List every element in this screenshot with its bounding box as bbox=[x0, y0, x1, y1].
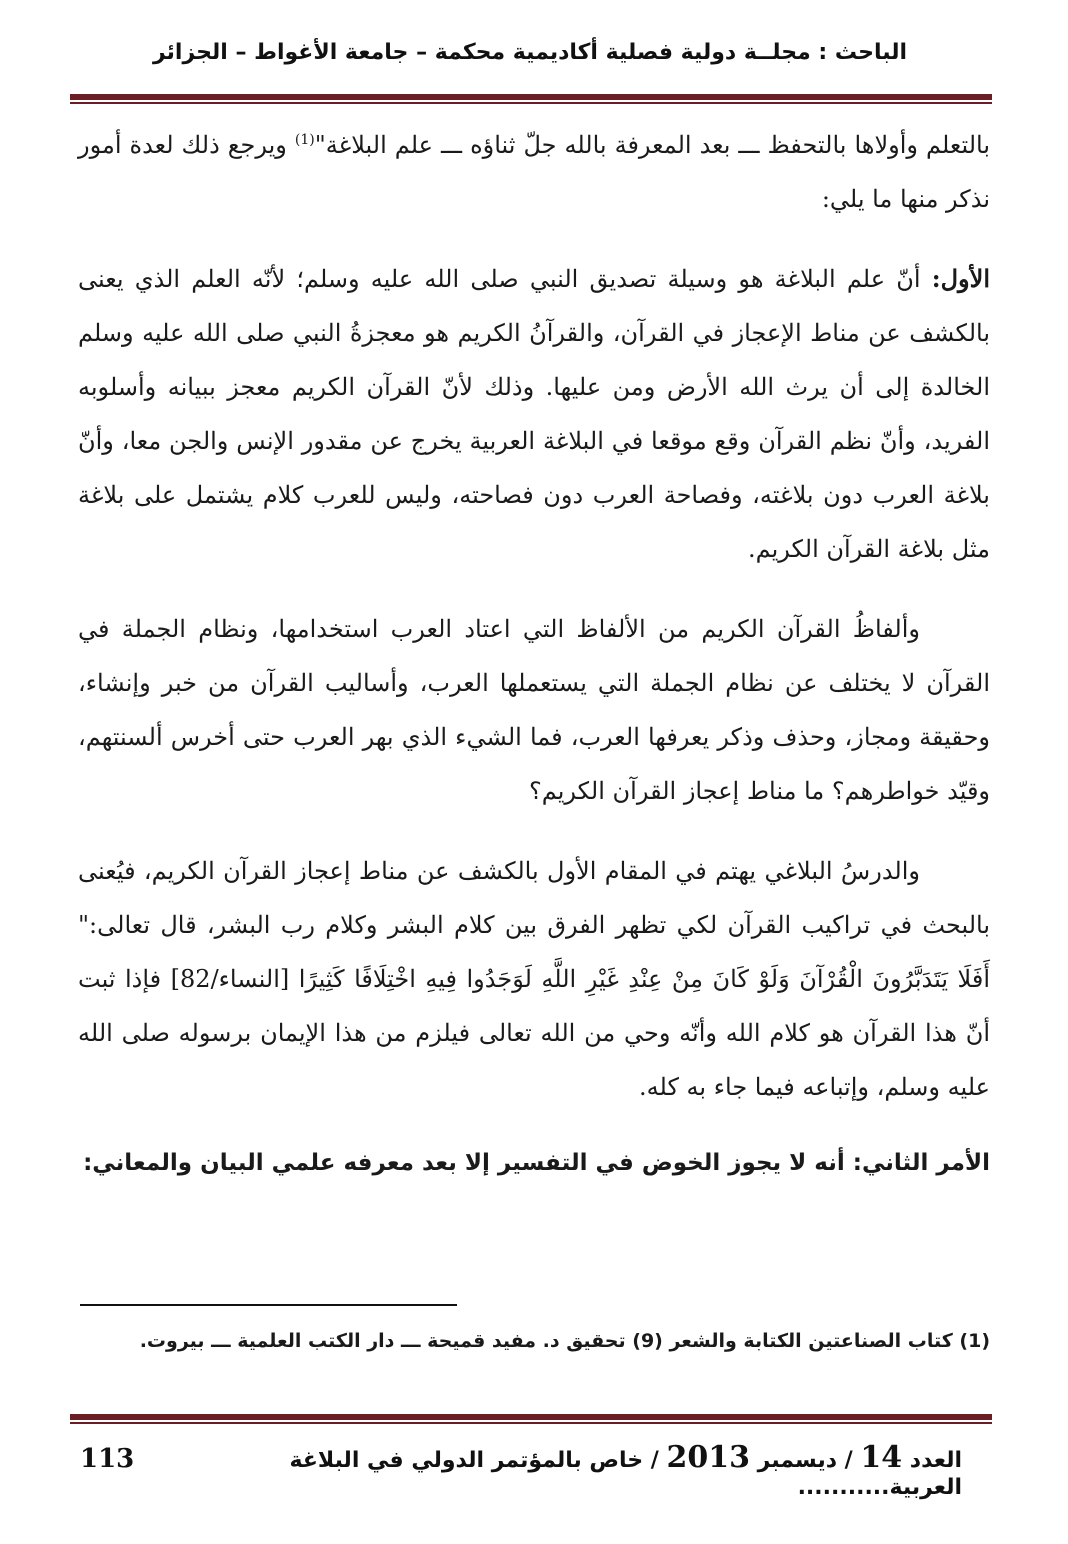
footer-divider-thin bbox=[70, 1422, 992, 1424]
footer-description: / خاص بالمؤتمر الدولي في البلاغة العربية........... bbox=[289, 1448, 962, 1500]
paragraph-1-text-b: ويرجع ذلك لعدة أمور نذكر منها ما يلي: bbox=[78, 131, 990, 213]
header-divider-thin bbox=[70, 102, 992, 104]
paragraph-4-text-b: فإذا ثبت أنّ هذا القرآن هو كلام الله وأنّه وحي من الله تعالى فيلزم من هذا الإيمان برسوله صلى الله عليه وسلم، وإتباعه فيما جاء به كله. bbox=[78, 965, 990, 1101]
footer-divider-thick bbox=[70, 1414, 992, 1420]
footer-month: / ديسمبر bbox=[757, 1448, 853, 1473]
paragraph-4 bbox=[78, 844, 990, 1114]
paragraph-2-text: أنّ علم البلاغة هو وسيلة تصديق النبي صلى الله عليه وسلم؛ لأنّه العلم الذي يعنى بالكشف عن مناط الإعجاز في القرآن، والقرآنُ الكريم هو معجزةُ النبي صلى الله عليه وسلم الخالدة إلى أن يرث الله الأرض ومن عليها. وذلك لأنّ القرآن الكريم معجز ببيانه وأسلوبه الفريد، وأنّ نظم القرآن وقع موقعا في البلاغة العربية يخرج عن مقدور الإنس والجن معا، وأنّ بلاغة العرب دون بلاغته، وفصاحة العرب دون فصاحته، وليس للعرب كلام يشتمل على بلاغة مثل بلاغة القرآن الكريم. bbox=[78, 265, 990, 563]
footer-divider bbox=[70, 1414, 992, 1426]
paragraph-1 bbox=[78, 118, 990, 226]
page-number: 113 bbox=[80, 1444, 135, 1474]
paragraph-3-text: وألفاظُ القرآن الكريم من الألفاظ التي اعتاد العرب استخدامها، ونظام الجملة في القرآن لا يختلف عن نظام الجملة التي يستعملها العرب، وأساليب القرآن من خبر وإنشاء، وحقيقة ومجاز، وحذف وذكر يعرفها العرب، فما الشيء الذي بهر العرب حتى أخرس ألسنتهم، وقيّد خواطرهم؟ ما مناط إعجاز القرآن الكريم؟ bbox=[78, 615, 990, 805]
paragraph-4-text-a: والدرسُ البلاغي يهتم في المقام الأول بالكشف عن مناط إعجاز القرآن الكريم، فيُعنى بالبحث في تراكيب القرآن لكي تظهر الفرق بين كلام البشر وكلام رب البشر، قال تعالى:" bbox=[78, 857, 991, 939]
paragraph-2-lead: الأول: bbox=[931, 264, 990, 293]
section-heading-second-matter: الأمر الثاني: أنه لا يجوز الخوض في التفسير إلا بعد معرفه علمي البيان والمعاني: bbox=[83, 1150, 990, 1176]
paragraph-3 bbox=[78, 602, 990, 818]
footer-issue-info bbox=[134, 1440, 962, 1500]
header-divider-thick bbox=[70, 94, 992, 100]
paragraph-2 bbox=[78, 252, 990, 576]
verse-citation: [النساء/82] bbox=[170, 965, 290, 993]
footer-issue-label: العدد bbox=[909, 1448, 962, 1473]
article-body bbox=[78, 118, 990, 1190]
footnote-marker: (1) bbox=[294, 132, 315, 148]
footnote: (1) كتاب الصناعتين الكتابة والشعر (9) تحقيق د. مفيد قميحة ـــ دار الكتب العلمية ـــ بيروت. bbox=[139, 1330, 990, 1352]
footer-year: 2013 bbox=[666, 1440, 750, 1475]
paragraph-1-text-a: بالتعلم وأولاها بالتحفظ ـــ بعد المعرفة بالله جلّ ثناؤه ـــ علم البلاغة" bbox=[314, 131, 991, 159]
page-header-title: الباحث : مجلــة دولية فصلية أكاديمية محكمة – جامعة الأغواط – الجزائر bbox=[152, 40, 908, 65]
page-footer bbox=[80, 1440, 962, 1500]
footnote-divider bbox=[80, 1304, 457, 1306]
footer-issue-number: 14 bbox=[860, 1440, 903, 1475]
header-divider bbox=[70, 94, 992, 106]
quran-verse: أَفَلَا يَتَدَبَّرُونَ الْقُرْآنَ وَلَوْ كَانَ مِنْ عِنْدِ غَيْرِ اللَّهِ لَوَجَدُوا فِيهِ اخْتِلَافًا كَثِيرًا bbox=[289, 965, 990, 993]
